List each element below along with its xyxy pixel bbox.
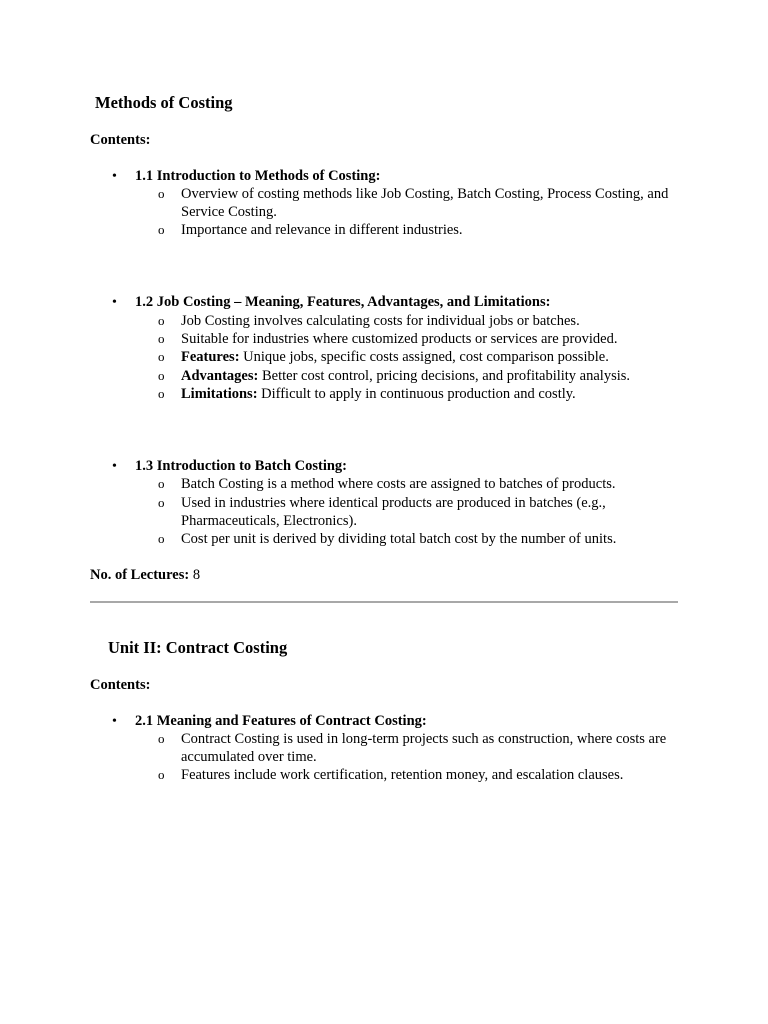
sub-bullet-icon: o — [158, 731, 165, 746]
sub-item-limitations — [181, 385, 576, 403]
sub-bullet-icon: o — [158, 386, 165, 401]
advantages-label: Advantages: — [181, 368, 259, 384]
sub-bullet-icon: o — [158, 349, 165, 364]
item-heading: 1.3 Introduction to Batch Costing: — [135, 458, 348, 474]
sub-item: Used in industries where identical products are produced in batches (e.g., Pharmaceuticals, Electronics). — [181, 495, 606, 529]
item-heading: 1.1 Introduction to Methods of Costing: — [135, 168, 381, 184]
item-heading: 1.2 Job Costing – Meaning, Features, Advantages, and Limitations: — [135, 294, 551, 310]
sub-bullet-icon: o — [158, 767, 165, 782]
section-title: Unit II: Contract Costing — [108, 638, 288, 657]
sub-bullet-icon: o — [158, 368, 165, 383]
bullet-icon: • — [112, 459, 117, 474]
limitations-text: Difficult to apply in continuous production and costly. — [257, 386, 576, 402]
sub-bullet-icon: o — [158, 495, 165, 510]
sub-item: Batch Costing is a method where costs are assigned to batches of products. — [181, 476, 616, 492]
sub-item: Overview of costing methods like Job Costing, Batch Costing, Process Costing, and Service Costing. — [181, 186, 669, 220]
sub-bullet-icon: o — [158, 222, 165, 237]
sub-item: Features include work certification, retention money, and escalation clauses. — [181, 767, 624, 783]
sub-item: Contract Costing is used in long-term projects such as construction, where costs are accumulated over time. — [181, 731, 667, 765]
contents-label: Contents: — [90, 132, 151, 148]
bullet-icon: • — [112, 714, 117, 729]
contents-label: Contents: — [90, 677, 151, 693]
section-title: Methods of Costing — [95, 93, 233, 112]
sub-item-features — [181, 348, 609, 366]
bullet-icon: • — [112, 295, 117, 310]
item-heading: 2.1 Meaning and Features of Contract Costing: — [135, 713, 427, 729]
lectures-value: 8 — [189, 567, 201, 583]
sub-item: Cost per unit is derived by dividing total batch cost by the number of units. — [181, 531, 617, 547]
sub-bullet-icon: o — [158, 531, 165, 546]
sub-bullet-icon: o — [158, 476, 165, 491]
sub-item-advantages — [181, 367, 630, 385]
lectures-label: No. of Lectures: — [90, 567, 190, 583]
lectures-count — [90, 566, 200, 584]
advantages-text: Better cost control, pricing decisions, and profitability analysis. — [258, 368, 631, 384]
sub-bullet-icon: o — [158, 186, 165, 201]
features-text: Unique jobs, specific costs assigned, cost comparison possible. — [239, 349, 609, 365]
sub-bullet-icon: o — [158, 313, 165, 328]
limitations-label: Limitations: — [181, 386, 258, 402]
sub-item: Job Costing involves calculating costs for individual jobs or batches. — [181, 313, 580, 329]
sub-bullet-icon: o — [158, 331, 165, 346]
sub-item: Importance and relevance in different industries. — [181, 222, 463, 238]
horizontal-divider — [90, 601, 678, 603]
features-label: Features: — [181, 349, 240, 365]
sub-item: Suitable for industries where customized products or services are provided. — [181, 331, 618, 347]
bullet-icon: • — [112, 169, 117, 184]
